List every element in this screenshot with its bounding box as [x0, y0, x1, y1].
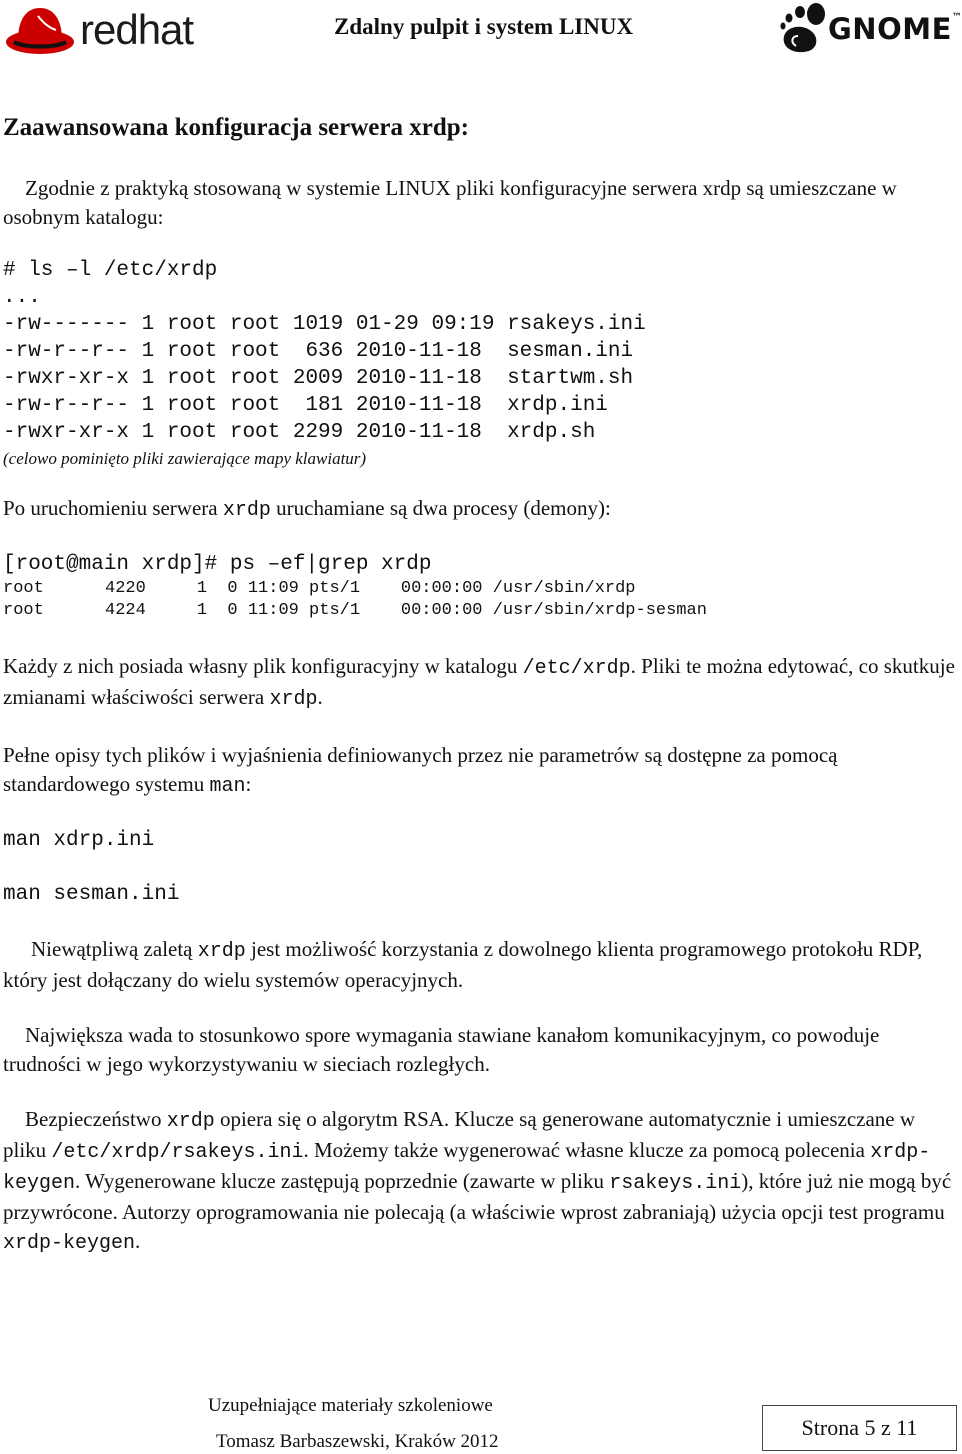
ps-output [3, 551, 957, 622]
document-title: Zdalny pulpit i system LINUX [334, 14, 634, 39]
code-line: -rw-r--r-- 1 root root 636 2010-11-18 sesman.ini [3, 340, 634, 363]
code-line: -rwxr-xr-x 1 root root 2299 2010-11-18 xrdp.sh [3, 421, 596, 444]
advantage-paragraph: Niewątpliwą zaletą xrdp jest możliwość korzystania z dowolnego klienta programowego protokołu RDP, który jest dołączany do wielu systemów operacyjnych. [3, 937, 923, 992]
page-header [0, 0, 960, 62]
ls-listing [3, 257, 957, 446]
config-paragraph: Każdy z nich posiada własny plik konfiguracyjny w katalogu /etc/xrdp. Pliki te można edytować, co skutkuje zmianami właściwości serwera xrdp. [3, 654, 955, 711]
code-line: -rw------- 1 root root 1019 01-29 09:19 rsakeys.ini [3, 313, 646, 336]
ps-row: root 4220 1 0 11:09 pts/1 00:00:00 /usr/sbin/xrdp [3, 579, 636, 598]
listing-note: (celowo pominięto pliki zawierające mapy klawiatur) [3, 449, 367, 468]
code-line: ... [3, 286, 41, 309]
footer-materials: Uzupełniające materiały szkoleniowe [208, 1395, 493, 1416]
man-command: man xdrp.ini [3, 829, 155, 852]
code-line: -rw-r--r-- 1 root root 181 2010-11-18 xrdp.ini [3, 394, 608, 417]
processes-paragraph: Po uruchomieniu serwera xrdp uruchamiane są dwa procesy (demony): [3, 496, 611, 522]
page-number: Strona 5 z 11 [762, 1405, 957, 1451]
code-line: # ls –l /etc/xrdp [3, 259, 218, 282]
footer-author: Tomasz Barbaszewski, Kraków 2012 [216, 1431, 499, 1452]
drawback-paragraph: Największa wada to stosunkowo spore wymagania stawiane kanałom komunikacyjnym, co powoduje trudności w jego wykorzystywaniu w sieciach rozległych. [3, 1023, 880, 1076]
man-paragraph: Pełne opisy tych plików i wyjaśnienia definiowanych przez nie parametrów są dostępne za pomocą standardowego systemu man: [3, 743, 838, 798]
ps-command: [root@main xrdp]# ps –ef|grep xrdp [3, 553, 432, 576]
ps-row: root 4224 1 0 11:09 pts/1 00:00:00 /usr/sbin/xrdp-sesman [3, 601, 707, 620]
man-command: man sesman.ini [3, 883, 180, 906]
section-heading: Zaawansowana konfiguracja serwera xrdp: [3, 114, 469, 141]
intro-paragraph: Zgodnie z praktyką stosowaną w systemie LINUX pliki konfiguracyjne serwera xrdp są umieszczane w osobnym katalogu: [3, 176, 897, 229]
code-line: -rwxr-xr-x 1 root root 2009 2010-11-18 startwm.sh [3, 367, 634, 390]
gnome-wordmark: GNOME™ [828, 12, 962, 46]
security-paragraph: Bezpieczeństwo xrdp opiera się o algorytm RSA. Klucze są generowane automatycznie i umieszczane w pliku /etc/xrdp/rsakeys.ini. Możemy także wygenerować własne klucze za pomocą polecenia xrdp-keygen. Wygenerowane klucze zastępują poprzednie (zawarte w pliku rsakeys.ini), które już nie mogą być przywrócone. Autorzy oprogramowania nie polecają (a właściwie wprost zabraniają) użycia opcji test programu xrdp-keygen. [3, 1107, 952, 1255]
document-body [3, 108, 957, 1258]
redhat-wordmark: redhat [80, 6, 194, 53]
